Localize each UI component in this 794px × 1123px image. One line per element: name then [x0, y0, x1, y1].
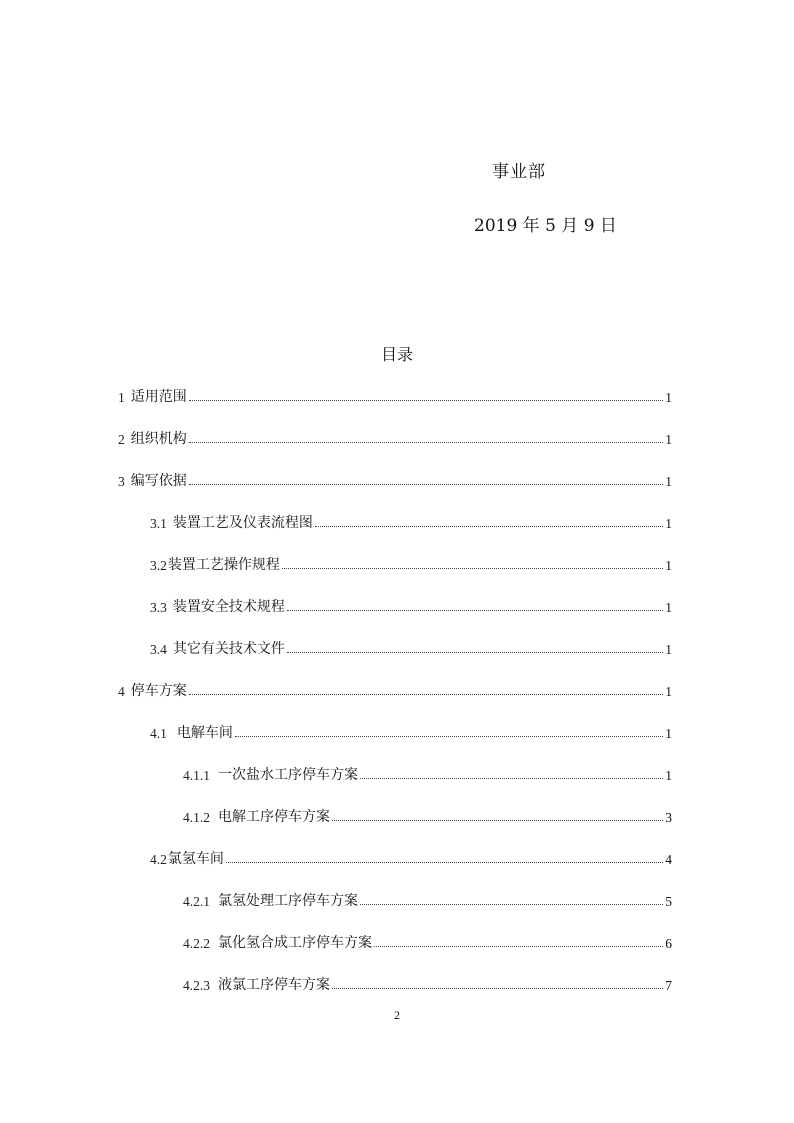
toc-entry[interactable] [150, 846, 672, 868]
toc-entry[interactable] [150, 720, 672, 742]
toc-entry[interactable] [183, 762, 672, 784]
toc-entry-text: 氯氢车间 [167, 851, 224, 867]
toc-entry-text: 氯化氢合成工序停车方案 [218, 935, 372, 951]
toc-entry-page: 1 [665, 684, 672, 699]
toc-entry-page: 5 [665, 894, 672, 909]
toc-entry[interactable] [183, 888, 672, 910]
toc-entry-page: 7 [665, 978, 672, 993]
toc-entry-page: 1 [665, 558, 672, 573]
toc-entry-number: 3.3 [150, 600, 167, 615]
document-date: 2019 年 5 月 9 日 [474, 216, 617, 236]
toc-leader-dots [189, 484, 664, 485]
toc-entry-text: 电解车间 [176, 725, 233, 741]
toc-entry-number: 4.2.3 [183, 978, 210, 993]
toc-entry-text: 装置安全技术规程 [172, 599, 285, 615]
toc-entry-number: 3.2 [150, 558, 167, 573]
toc-entry-page: 1 [665, 726, 672, 741]
toc-entry-text: 液氯工序停车方案 [218, 977, 330, 993]
toc-entry-number: 4 [118, 684, 125, 699]
toc-entry[interactable] [183, 804, 672, 826]
toc-entry[interactable] [150, 552, 672, 574]
toc-entry-text: 停车方案 [130, 683, 187, 699]
toc-entry-page: 1 [665, 642, 672, 657]
toc-leader-dots [287, 610, 663, 611]
toc-entry-page: 1 [665, 474, 672, 489]
toc-entry-page: 1 [665, 600, 672, 615]
toc-entry-text: 氯氢处理工序停车方案 [218, 893, 358, 909]
toc-leader-dots [189, 442, 664, 443]
toc-entry-page: 4 [665, 852, 672, 867]
toc-leader-dots [332, 988, 663, 989]
toc-entry[interactable] [150, 510, 672, 532]
toc-leader-dots [315, 526, 663, 527]
toc-leader-dots [287, 652, 663, 653]
toc-leader-dots [235, 736, 663, 737]
toc-entry-number: 3.4 [150, 642, 167, 657]
toc-entry-page: 6 [665, 936, 672, 951]
toc-leader-dots [189, 400, 664, 401]
toc-entry-number: 4.2.1 [183, 894, 210, 909]
toc-entry[interactable] [118, 384, 672, 406]
page-number: 2 [394, 1008, 400, 1022]
toc-entry-text: 装置工艺及仪表流程图 [172, 515, 313, 531]
toc-entry-number: 4.2.2 [183, 936, 210, 951]
toc-entry[interactable] [118, 468, 672, 490]
toc-entry[interactable] [150, 594, 672, 616]
toc-entry-number: 3.1 [150, 516, 167, 531]
toc-entry-text: 组织机构 [130, 431, 187, 447]
toc-leader-dots [282, 568, 663, 569]
toc-title: 目录 [380, 345, 413, 364]
toc-entry-number: 1 [118, 390, 125, 405]
toc-entry[interactable] [118, 426, 672, 448]
toc-leader-dots [332, 820, 663, 821]
toc-entry[interactable] [183, 972, 672, 994]
toc-entry-number: 3 [118, 474, 125, 489]
toc-leader-dots [374, 946, 663, 947]
toc-entry-text: 其它有关技术文件 [172, 641, 285, 657]
toc-leader-dots [360, 904, 663, 905]
toc-entry-text: 编写依据 [130, 473, 187, 489]
toc-entry[interactable] [118, 678, 672, 700]
toc-leader-dots [226, 862, 663, 863]
department-name: 事业部 [492, 162, 546, 182]
toc-entry-text: 装置工艺操作规程 [167, 557, 280, 573]
toc-entry-page: 1 [665, 432, 672, 447]
toc-leader-dots [189, 694, 664, 695]
toc-entry-page: 1 [665, 390, 672, 405]
toc-entry-text: 电解工序停车方案 [218, 809, 330, 825]
toc-entry-page: 1 [665, 768, 672, 783]
toc-entry-page: 1 [665, 516, 672, 531]
toc-entry-text: 适用范围 [130, 389, 187, 405]
toc-entry-page: 3 [665, 810, 672, 825]
toc-leader-dots [360, 778, 663, 779]
toc-entry-text: 一次盐水工序停车方案 [218, 767, 358, 783]
toc-entry-number: 2 [118, 432, 125, 447]
toc-entry[interactable] [150, 636, 672, 658]
toc-entry-number: 4.2 [150, 852, 167, 867]
toc-entry-number: 4.1.2 [183, 810, 210, 825]
toc-entry[interactable] [183, 930, 672, 952]
toc-entry-number: 4.1 [150, 726, 167, 741]
toc-entry-number: 4.1.1 [183, 768, 210, 783]
